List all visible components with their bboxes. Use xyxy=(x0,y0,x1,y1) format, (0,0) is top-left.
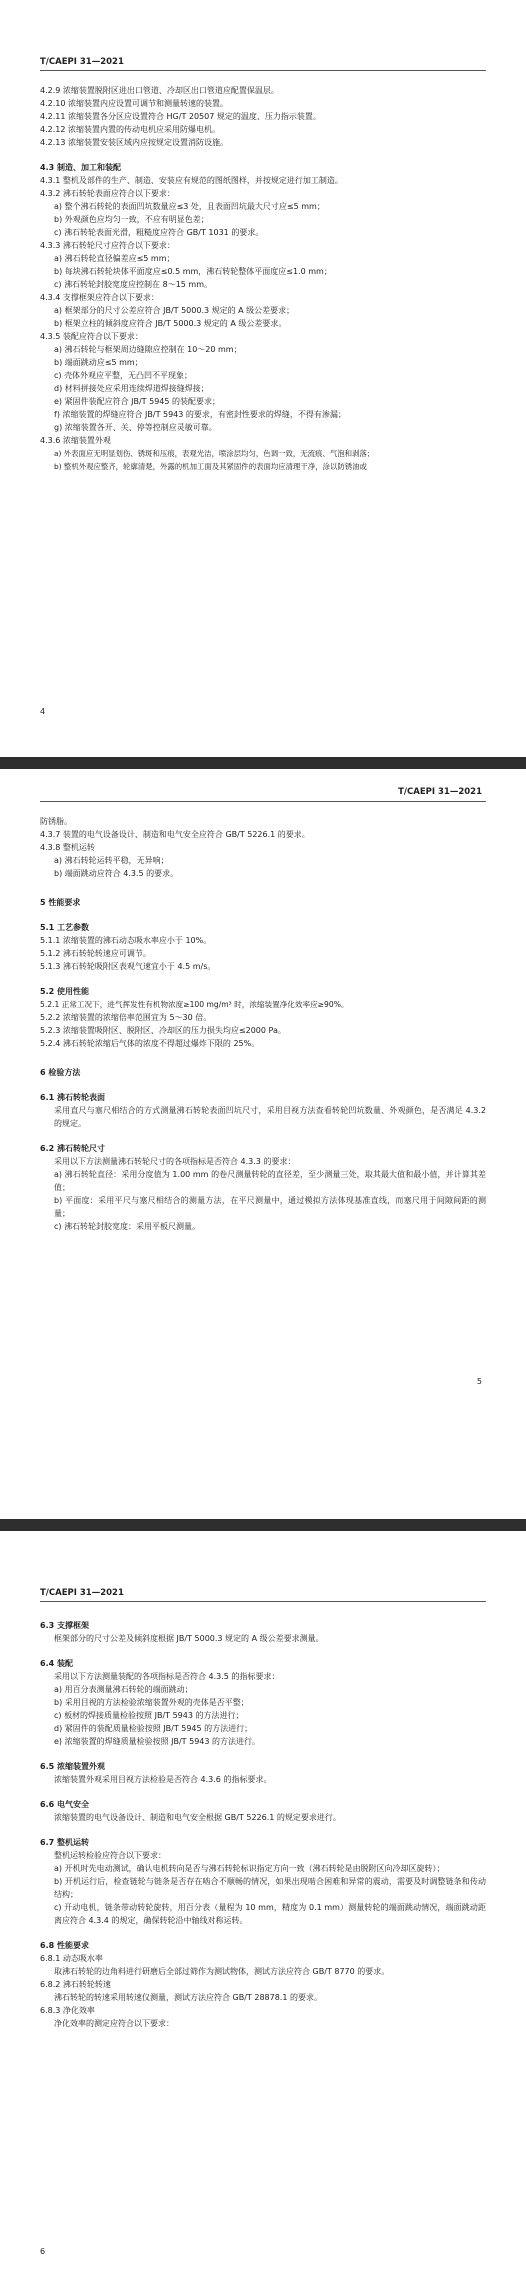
list-item: c) 壳体外观应平整，无凸凹不平现象； xyxy=(54,371,193,380)
subsection-heading: 5.1 工艺参数 xyxy=(40,923,89,932)
subsection-heading: 6.3 支撑框架 xyxy=(40,1621,89,1630)
text-line: 4.3.8 整机运转 xyxy=(40,843,95,852)
text-line: 4.3.3 沸石转轮尺寸应符合以下要求： xyxy=(40,241,175,250)
section-heading: 4.3 制造、加工和装配 xyxy=(40,163,121,172)
list-item: a) 用百分表测量沸石转轮的端面跳动； xyxy=(54,1685,193,1694)
list-item: f) 浓缩装置的焊缝应符合 JB/T 5943 的要求，有密封性要求的焊缝，不得有渗漏； xyxy=(54,410,346,419)
text-line: 浓缩装置外观采用目视方法检验是否符合 4.3.6 的指标要求。 xyxy=(54,1775,272,1784)
text-line: 6.8.3 净化效率 xyxy=(40,2006,95,2015)
text-line: 4.3.5 装配应符合以下要求： xyxy=(40,332,143,341)
text-line: 5.2.2 浓缩装置的浓缩倍率范围宜为 5～30 倍。 xyxy=(40,1013,212,1022)
page-number: 4 xyxy=(40,707,46,716)
page-body xyxy=(40,815,486,1233)
list-item: c) 沸石转轮表面光滑，粗糙度应符合 GB/T 1031 的要求。 xyxy=(54,228,264,237)
list-item: a) 开机时先电动测试，确认电机转向是否与沸石转轮标识指定方向一致（沸石转轮是由脱附区向冷却区旋转）； xyxy=(54,1864,445,1873)
text-line: 4.2.11 浓缩装置各分区应设置符合 HG/T 20507 规定的温度、压力指示装置。 xyxy=(40,112,321,121)
header-rule xyxy=(40,1601,486,1602)
document-page-5 xyxy=(0,769,526,1519)
text-line: 4.3.2 沸石转轮表面应符合以下要求： xyxy=(40,189,175,198)
list-item: c) 开动电机，链条带动转轮旋转，用百分表（量程为 10 mm，精度为 0.1 mm）测量转轮的端面跳动情况，端面跳动距离应符合 4.3.4 的规定，确保转轮沿中轴线对称运转。 xyxy=(54,1903,486,1925)
list-item: g) 浓缩装置各开、关、停等控制应灵敏可靠。 xyxy=(54,423,217,432)
list-item: c) 沸石转轮封胶宽度：采用平板尺测量。 xyxy=(54,1222,201,1231)
subsection-heading: 6.6 电气安全 xyxy=(40,1800,89,1809)
list-item: e) 浓缩装置的焊缝质量检验按照 JB/T 5943 的方法进行。 xyxy=(54,1737,261,1746)
subsection-heading: 6.5 浓缩装置外观 xyxy=(40,1762,105,1771)
text-line: 5.1.2 沸石转轮转速应可调节。 xyxy=(40,949,151,958)
list-item: a) 沸石转轮运转平稳，无异响； xyxy=(54,856,169,865)
text-line: 5.1.1 浓缩装置的沸石动态吸水率应小于 10%。 xyxy=(40,936,212,945)
list-item: b) 每块沸石转轮块体平面度应≤0.5 mm，沸石转轮整体平面度应≤1.0 mm； xyxy=(54,267,332,276)
text-line: 6.8.2 沸石转轮转速 xyxy=(40,1980,111,1989)
header-rule xyxy=(40,801,486,802)
text-line: 4.3.7 装置的电气设备设计、制造和电气安全应符合 GB/T 5226.1 的要求。 xyxy=(40,830,310,839)
header-rule xyxy=(40,70,486,71)
text-line: 5.2.4 沸石转轮浓缩后气体的浓度不得超过爆炸下限的 25%。 xyxy=(40,1039,260,1048)
text-line: 6.8.1 动态吸水率 xyxy=(40,1954,103,1963)
list-item: b) 采用目视的方法检验浓缩装置外观的壳体是否平整； xyxy=(54,1698,249,1707)
text-line: 净化效率的测定应符合以下要求： xyxy=(54,2019,174,2028)
text-line: 4.2.13 浓缩装置安装区域内应按规定设置消防设施。 xyxy=(40,138,228,147)
page-header: T/CAEPI 31—2021 xyxy=(40,57,124,67)
list-item: a) 整个沸石转轮的表面凹坑数量应≤3 处，且表面凹坑最大尺寸应≤5 mm； xyxy=(54,202,325,211)
list-item: c) 沸石转轮封胶宽度应控制在 8～15 mm。 xyxy=(54,280,213,289)
text-line: 4.2.12 浓缩装置内置的传动电机应采用防爆电机。 xyxy=(40,125,220,134)
section-heading: 5 性能要求 xyxy=(40,898,81,907)
list-item: a) 沸石转轮直径偏差应≤5 mm； xyxy=(54,254,175,263)
subsection-heading: 6.1 沸石转轮表面 xyxy=(40,1093,105,1102)
subsection-heading: 6.7 整机运转 xyxy=(40,1838,89,1847)
paragraph: 取沸石转轮的边角料进行研磨后全部过筛作为测试物体，测试方法应符合 GB/T 8770 的要求。 xyxy=(54,1967,390,1976)
page-number: 6 xyxy=(40,2247,46,2256)
list-item: a) 沸石转轮直径：采用分度值为 1.00 mm 的卷尺测量转轮的直径差，至少测量三处，取其最大值和最小值，并计算其差值； xyxy=(54,1170,486,1192)
subsection-heading: 6.8 性能要求 xyxy=(40,1941,89,1950)
subsection-heading: 5.2 使用性能 xyxy=(40,987,89,996)
text-line: 防锈脂。 xyxy=(40,817,72,826)
text-line: 整机运转检验应符合以下要求： xyxy=(54,1851,166,1860)
page-header: T/CAEPI 31—2021 xyxy=(40,1588,124,1598)
list-item: c) 板材的焊接质量检验按照 JB/T 5943 的方法进行； xyxy=(54,1711,244,1720)
list-item: a) 外表面应无明显划伤、锈斑和压痕，表观光洁，喷涂层均匀，色调一致，无流痕、气泡和剥落； xyxy=(54,449,375,458)
text-line: 5.2.1 正常工况下，进气挥发性有机物浓度≥100 mg/m³ 时，浓缩装置净化效率应≥90%。 xyxy=(40,1000,349,1009)
text-line: 4.3.4 支撑框架应符合以下要求： xyxy=(40,293,159,302)
page-body xyxy=(40,1613,486,2030)
page-body xyxy=(40,84,486,473)
list-item: d) 材料拼接处应采用连续焊道焊接缝焊接； xyxy=(54,384,209,393)
subsection-heading: 6.4 装配 xyxy=(40,1659,73,1668)
list-item: b) 端面跳动应≤5 mm； xyxy=(54,358,143,367)
list-item: e) 紧固件装配应符合 JB/T 5945 的装配要求； xyxy=(54,397,221,406)
text-line: 浓缩装置的电气设备设计、制造和电气安全根据 GB/T 5226.1 的规定要求进行。 xyxy=(54,1813,341,1822)
list-item: b) 端面跳动应符合 4.3.5 的要求。 xyxy=(54,869,179,878)
text-line: 4.2.9 浓缩装置脱附区进出口管道、冷却区出口管道应配置保温层。 xyxy=(40,86,279,95)
text-line: 采用以下方法测量装配的各项指标是否符合 4.3.5 的指标要求： xyxy=(54,1672,280,1681)
list-item: a) 框架部分的尺寸公差应符合 JB/T 5000.3 规定的 A 级公差要求； xyxy=(54,306,295,315)
text-line: 4.2.10 浓缩装置内应设置可调节和测量转速的装置。 xyxy=(40,99,228,108)
document-page-4 xyxy=(0,0,526,757)
document-page-6 xyxy=(0,1531,526,2290)
text-line: 框架部分的尺寸公差及倾斜度根据 JB/T 5000.3 规定的 A 级公差要求测量。 xyxy=(54,1634,324,1643)
paragraph: 采用直尺与塞尺相结合的方式测量沸石转轮表面凹坑尺寸，采用目视方法查看转轮凹坑数量、外观颜色，是否满足 4.3.2 的规定。 xyxy=(54,1106,486,1128)
text-line: 采用以下方法测量沸石转轮尺寸的各项指标是否符合 4.3.3 的要求： xyxy=(54,1157,296,1166)
page-header: T/CAEPI 31—2021 xyxy=(398,787,482,797)
text-line: 4.3.1 整机及部件的生产、制造、安装应有规范的图纸图样，并按规定进行加工制造。 xyxy=(40,176,343,185)
list-item: b) 开机运行后，检查链轮与链条是否存在啮合不顺畅的情况，如果出现啮合困难和异常的震动，需要及时调整链条和传动结构； xyxy=(54,1877,486,1899)
list-item: b) 整机外观应整齐，轮廓清楚，外露的机加工面及其紧固件的表面均应清理干净，涂以防锈油或 xyxy=(54,462,367,471)
text-line: 4.3.6 浓缩装置外观 xyxy=(40,436,111,445)
page-number: 5 xyxy=(476,1377,482,1386)
text-line: 5.1.3 沸石转轮吸附区表观气速宜小于 4.5 m/s。 xyxy=(40,962,216,971)
list-item: b) 外观颜色应均匀一致，不应有明显色差； xyxy=(54,215,209,224)
subsection-heading: 6.2 沸石转轮尺寸 xyxy=(40,1144,105,1153)
list-item: b) 框架立柱的倾斜度应符合 JB/T 5000.3 规定的 A 级公差要求。 xyxy=(54,319,287,328)
list-item: d) 紧固件的装配质量检验按照 JB/T 5945 的方法进行； xyxy=(54,1724,253,1733)
text-line: 沸石转轮的转速采用转速仪测量，测试方法应符合 GB/T 28878.1 的要求。 xyxy=(54,1993,322,2002)
list-item: b) 平面度：采用平尺与塞尺相结合的测量方法，在平尺测量中，通过模拟方法体现基准直线，而塞尺用于间隙间距的测量； xyxy=(54,1196,486,1218)
section-heading: 6 检验方法 xyxy=(40,1068,81,1077)
text-line: 5.2.3 浓缩装置吸附区、脱附区、冷却区的压力损失均应≤2000 Pa。 xyxy=(40,1026,286,1035)
list-item: a) 沸石转轮与框架周边缝隙应控制在 10～20 mm； xyxy=(54,345,242,354)
